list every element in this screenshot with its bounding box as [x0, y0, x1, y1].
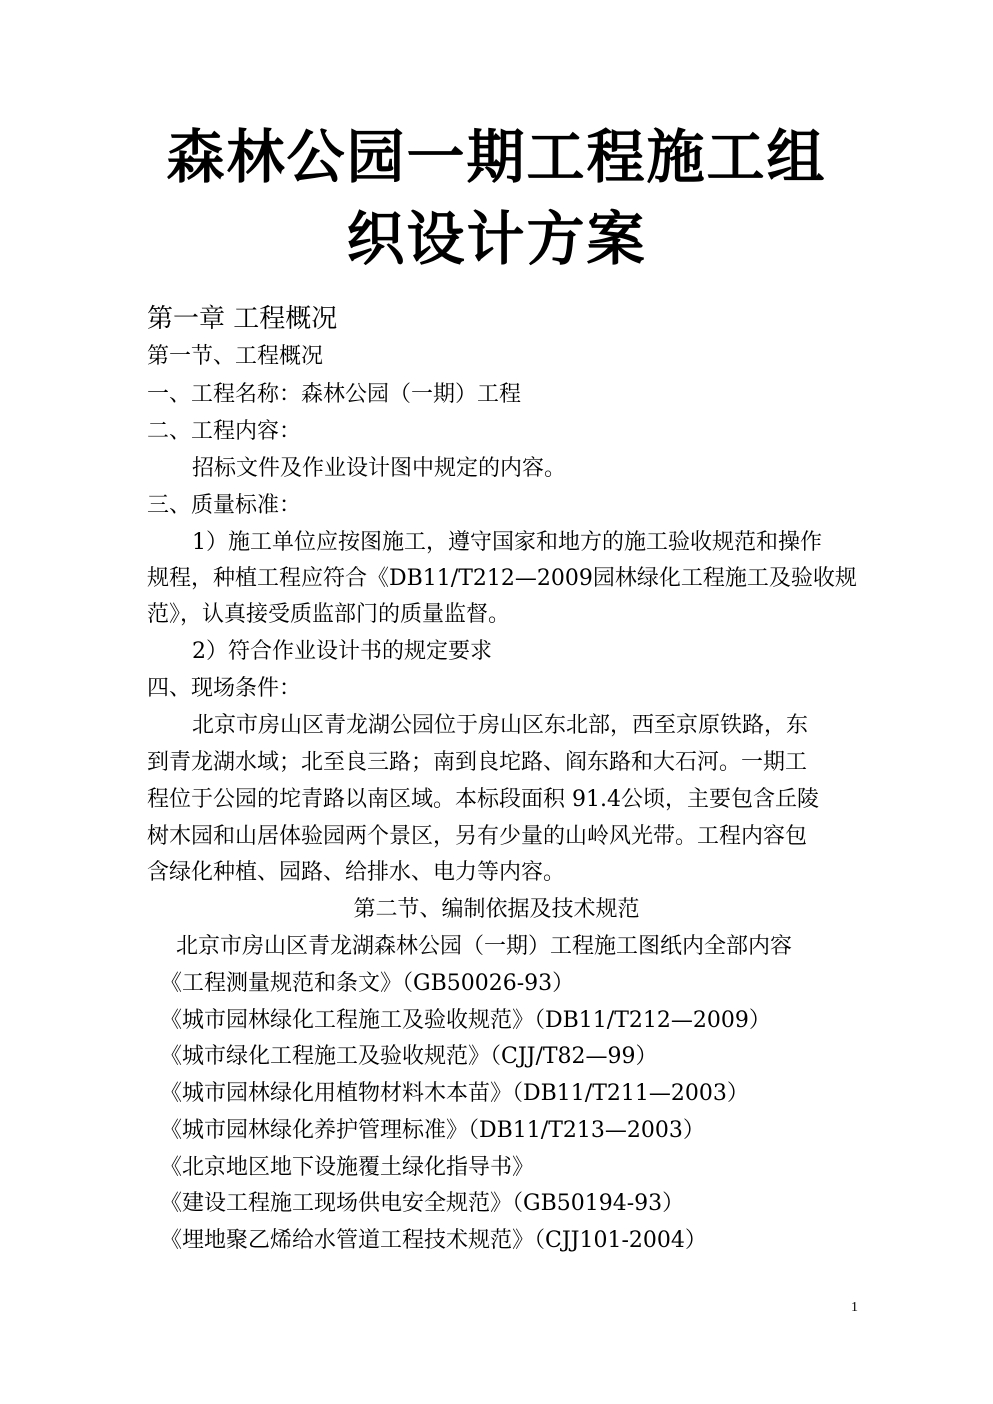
section-heading-1: 第一节、工程概况: [147, 344, 324, 369]
reference-item: 《建设工程施工现场供电安全规范》（GB50194-93）: [160, 1191, 685, 1216]
site-conditions-line-5: 含绿化种植、园路、给排水、电力等内容。: [147, 860, 566, 885]
quality-item-1-line-3: 范》，认真接受质监部门的质量监督。: [147, 602, 511, 627]
site-conditions-line-4: 树木园和山居体验园两个景区，另有少量的山岭风光带。工程内容包: [147, 824, 808, 849]
quality-item-1-line-2: 规程，种植工程应符合《DB11/T212—2009园林绿化工程施工及验收规: [147, 566, 857, 591]
quality-item-2: 2）符合作业设计书的规定要求: [192, 639, 492, 664]
site-conditions-line-2: 到青龙湖水域；北至良三路；南到良坨路、阎东路和大石河。一期工: [147, 750, 808, 775]
chapter-heading: 第一章 工程概况: [147, 304, 338, 334]
document-title-line-1: 森林公园一期工程施工组: [166, 123, 827, 191]
reference-item: 《城市园林绿化养护管理标准》（DB11/T213—2003）: [160, 1118, 705, 1143]
site-conditions-heading: 四、现场条件：: [147, 676, 302, 701]
quality-item-1-line-1: 1）施工单位应按图施工，遵守国家和地方的施工验收规范和操作: [192, 530, 822, 555]
reference-item: 《城市园林绿化用植物材料木本苗》（DB11/T211—2003）: [160, 1081, 749, 1106]
page-number: 1: [851, 1300, 858, 1315]
document-title-line-2: 织设计方案: [346, 205, 647, 273]
site-conditions-line-3: 程位于公园的坨青路以南区域。本标段面积 91.4公顷，主要包含丘陵: [147, 787, 819, 812]
quality-standard-heading: 三、质量标准：: [147, 493, 302, 518]
reference-item: 《城市绿化工程施工及验收规范》（CJJ/T82—99）: [160, 1044, 658, 1069]
reference-item: 《工程测量规范和条文》（GB50026-93）: [160, 971, 575, 996]
basis-intro-line: 北京市房山区青龙湖森林公园（一期）工程施工图纸内全部内容: [176, 934, 793, 959]
project-name-line: 一、工程名称：森林公园（一期）工程: [147, 382, 522, 407]
project-content-heading: 二、工程内容：: [147, 419, 302, 444]
reference-item: 《城市园林绿化工程施工及验收规范》（DB11/T212—2009）: [160, 1008, 771, 1033]
site-conditions-line-1: 北京市房山区青龙湖公园位于房山区东北部，西至京原铁路，东: [192, 713, 809, 738]
project-content-text: 招标文件及作业设计图中规定的内容。: [192, 456, 567, 481]
reference-item: 《埋地聚乙烯给水管道工程技术规范》（CJJ101-2004）: [160, 1228, 707, 1253]
reference-item: 《北京地区地下设施覆土绿化指导书》: [160, 1155, 535, 1180]
section-heading-2: 第二节、编制依据及技术规范: [353, 897, 640, 922]
